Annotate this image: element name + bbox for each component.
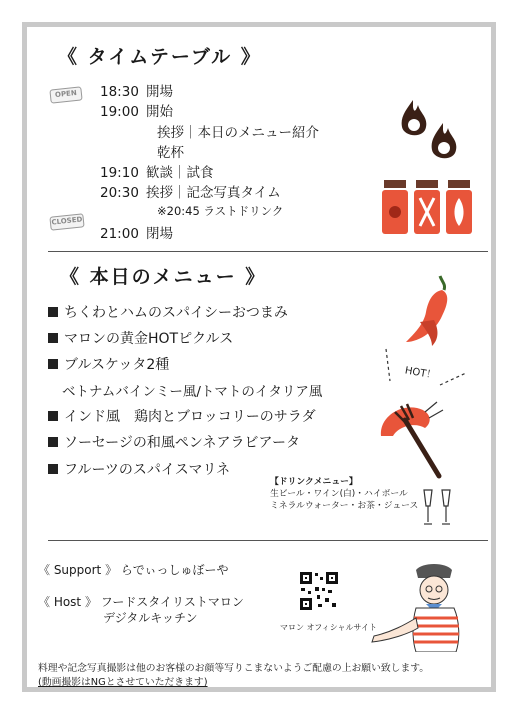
qr-code-icon[interactable] <box>298 570 340 612</box>
timetable-row: 18:30 開場 <box>100 84 173 100</box>
menu-item: ソーセージの和風ペンネアラビアータ <box>48 432 300 452</box>
drink-menu-line: 生ビール・ワイン(白)・ハイボール <box>270 489 408 499</box>
qr-caption: マロン オフィシャルサイト <box>280 623 377 632</box>
timetable-row: 21:00 閉場 <box>100 226 173 242</box>
drink-menu-line: ミネラルウォーター・お茶・ジュース <box>270 501 419 511</box>
flame-icon <box>398 95 468 165</box>
timetable-row: 19:10 歓談｜試食 <box>100 165 214 181</box>
host-row: 《 Host 》 フードスタイリストマロン <box>38 595 244 609</box>
section-divider <box>48 251 488 252</box>
timetable-row: 乾杯 <box>157 145 184 161</box>
menu-item: マロンの黄金HOTピクルス <box>48 328 233 348</box>
section-divider <box>48 540 488 541</box>
menu-item: ちくわとハムのスパイシーおつまみ <box>48 302 288 322</box>
footer-note: (動画撮影はNGとさせていただきます) <box>38 677 208 688</box>
timetable-row: 20:30 挨拶｜記念写真タイム <box>100 185 281 201</box>
timetable-title: 《 タイムテーブル 》 <box>58 46 262 68</box>
support-row: 《 Support 》 らでぃっしゅぼーや <box>38 563 229 577</box>
timetable-row: ※20:45 ラストドリンク <box>157 204 284 218</box>
menu-title: 《 本日のメニュー 》 <box>60 266 267 288</box>
chili-pepper-icon <box>402 272 457 350</box>
menu-item: ベトナムバインミー風/トマトのイタリア風 <box>62 384 323 400</box>
champagne-glasses-icon <box>420 488 456 528</box>
host-row-2: デジタルキッチン <box>103 611 198 625</box>
open-sign-icon: OPEN <box>49 86 82 103</box>
sausage-fork-icon <box>375 392 470 480</box>
menu-item: インド風 鶏肉とブロッコリーのサラダ <box>48 406 316 426</box>
chef-illustration-icon <box>366 560 476 652</box>
closed-sign-icon: CLOSED <box>49 213 84 230</box>
drink-menu-title: 【ドリンクメニュー】 <box>270 477 358 487</box>
menu-item: ブルスケッタ2種 <box>48 354 169 374</box>
menu-item: フルーツのスパイスマリネ <box>48 459 230 479</box>
footer-note: 料理や記念写真撮影は他のお客様のお顔等写りこまないようご配慮の上お願い致します。 <box>38 663 430 674</box>
hot-label: HOT！ <box>403 365 437 382</box>
pickle-jars-icon <box>380 178 475 236</box>
timetable-row: 19:00 開始 <box>100 104 173 120</box>
timetable-row: 挨拶｜本日のメニュー紹介 <box>157 125 319 141</box>
